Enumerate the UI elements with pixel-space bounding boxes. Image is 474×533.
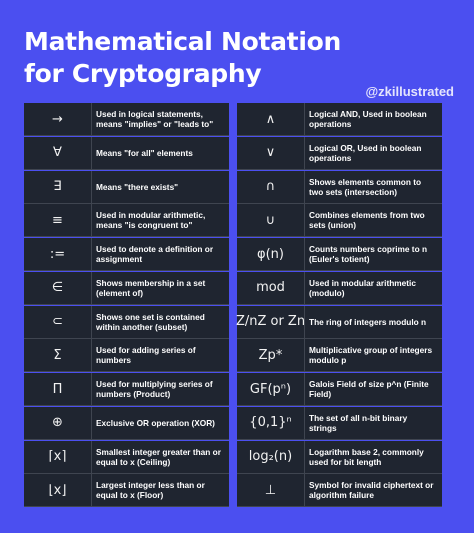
table-row — [237, 373, 442, 406]
notation-symbol: ∈ — [24, 272, 92, 304]
title-line-2: for Cryptography — [24, 59, 262, 88]
notation-symbol: := — [24, 238, 92, 270]
notation-description: Used in modular arithmetic, means "is congruent to" — [92, 204, 229, 236]
notation-symbol: Zp* — [237, 339, 305, 371]
author-handle: @zkillustrated — [365, 84, 454, 99]
notation-description: Logarithm base 2, commonly used for bit length — [305, 441, 442, 473]
table-row — [237, 339, 442, 372]
notation-description: Smallest integer greater than or equal to x (Ceiling) — [92, 441, 229, 473]
table-row — [237, 171, 442, 204]
notation-symbol: {0,1}ⁿ — [237, 407, 305, 439]
notation-symbol: GF(pⁿ) — [237, 373, 305, 405]
notation-symbol: ⊕ — [24, 407, 92, 439]
notation-symbol: ∃ — [24, 171, 92, 203]
notation-symbol: ∩ — [237, 171, 305, 203]
notation-description: Galois Field of size p^n (Finite Field) — [305, 373, 442, 405]
notation-description: Means "for all" elements — [92, 137, 229, 169]
notation-symbol: mod — [237, 272, 305, 304]
notation-description: Shows elements common to two sets (intersection) — [305, 171, 442, 203]
notation-symbol: ⊥ — [237, 474, 305, 506]
table-row — [24, 407, 229, 440]
table-row — [24, 103, 229, 136]
table-row — [237, 103, 442, 136]
title-line-1: Mathematical Notation — [24, 27, 341, 56]
table-row — [24, 474, 229, 507]
notation-description: Largest integer less than or equal to x (Floor) — [92, 474, 229, 506]
notation-symbol: ≡ — [24, 204, 92, 236]
notation-description: Multiplicative group of integers modulo p — [305, 339, 442, 371]
notation-description: The ring of integers modulo n — [305, 306, 442, 338]
table-row — [24, 272, 229, 305]
notation-symbol: Σ — [24, 339, 92, 371]
notation-symbol: → — [24, 103, 92, 135]
table-row — [237, 441, 442, 474]
notation-description: Used for adding series of numbers — [92, 339, 229, 371]
table-row — [24, 137, 229, 170]
table-row — [24, 204, 229, 237]
notation-description: Shows one set is contained within another (subset) — [92, 306, 229, 338]
notation-description: Symbol for invalid ciphertext or algorithm failure — [305, 474, 442, 506]
notation-symbol: ⊂ — [24, 306, 92, 338]
notation-symbol: ∀ — [24, 137, 92, 169]
notation-description: Logical AND, Used in boolean operations — [305, 103, 442, 135]
table-row — [237, 204, 442, 237]
table-row — [237, 238, 442, 271]
notation-symbol: ∨ — [237, 137, 305, 169]
table-row — [24, 171, 229, 204]
table-row — [237, 407, 442, 440]
notation-symbol: ⌈x⌉ — [24, 441, 92, 473]
notation-description: Means "there exists" — [92, 171, 229, 203]
table-row — [237, 272, 442, 305]
notation-symbol: ∧ — [237, 103, 305, 135]
notation-description: Combines elements from two sets (union) — [305, 204, 442, 236]
notation-symbol: ⌊x⌋ — [24, 474, 92, 506]
table-row — [24, 373, 229, 406]
notation-symbol: Π — [24, 373, 92, 405]
notation-description: Used for multiplying series of numbers (Product) — [92, 373, 229, 405]
notation-description: Used in modular arithmetic (modulo) — [305, 272, 442, 304]
notation-table — [24, 103, 442, 508]
table-row — [237, 306, 442, 339]
notation-symbol: log₂(n) — [237, 441, 305, 473]
table-row — [24, 441, 229, 474]
notation-symbol: φ(n) — [237, 238, 305, 270]
notation-description: Counts numbers coprime to n (Euler's totient) — [305, 238, 442, 270]
table-row — [24, 339, 229, 372]
notation-description: Used in logical statements, means "implies" or "leads to" — [92, 103, 229, 135]
table-row — [237, 474, 442, 507]
table-row — [24, 306, 229, 339]
notation-description: Exclusive OR operation (XOR) — [92, 407, 229, 439]
notation-description: Shows membership in a set (element of) — [92, 272, 229, 304]
notation-description: Logical OR, Used in boolean operations — [305, 137, 442, 169]
notation-description: The set of all n-bit binary strings — [305, 407, 442, 439]
notation-symbol: Z/nZ or Zn — [237, 306, 305, 338]
notation-description: Used to denote a definition or assignment — [92, 238, 229, 270]
table-row — [24, 238, 229, 271]
notation-symbol: ∪ — [237, 204, 305, 236]
table-row — [237, 137, 442, 170]
page-title — [24, 26, 341, 90]
